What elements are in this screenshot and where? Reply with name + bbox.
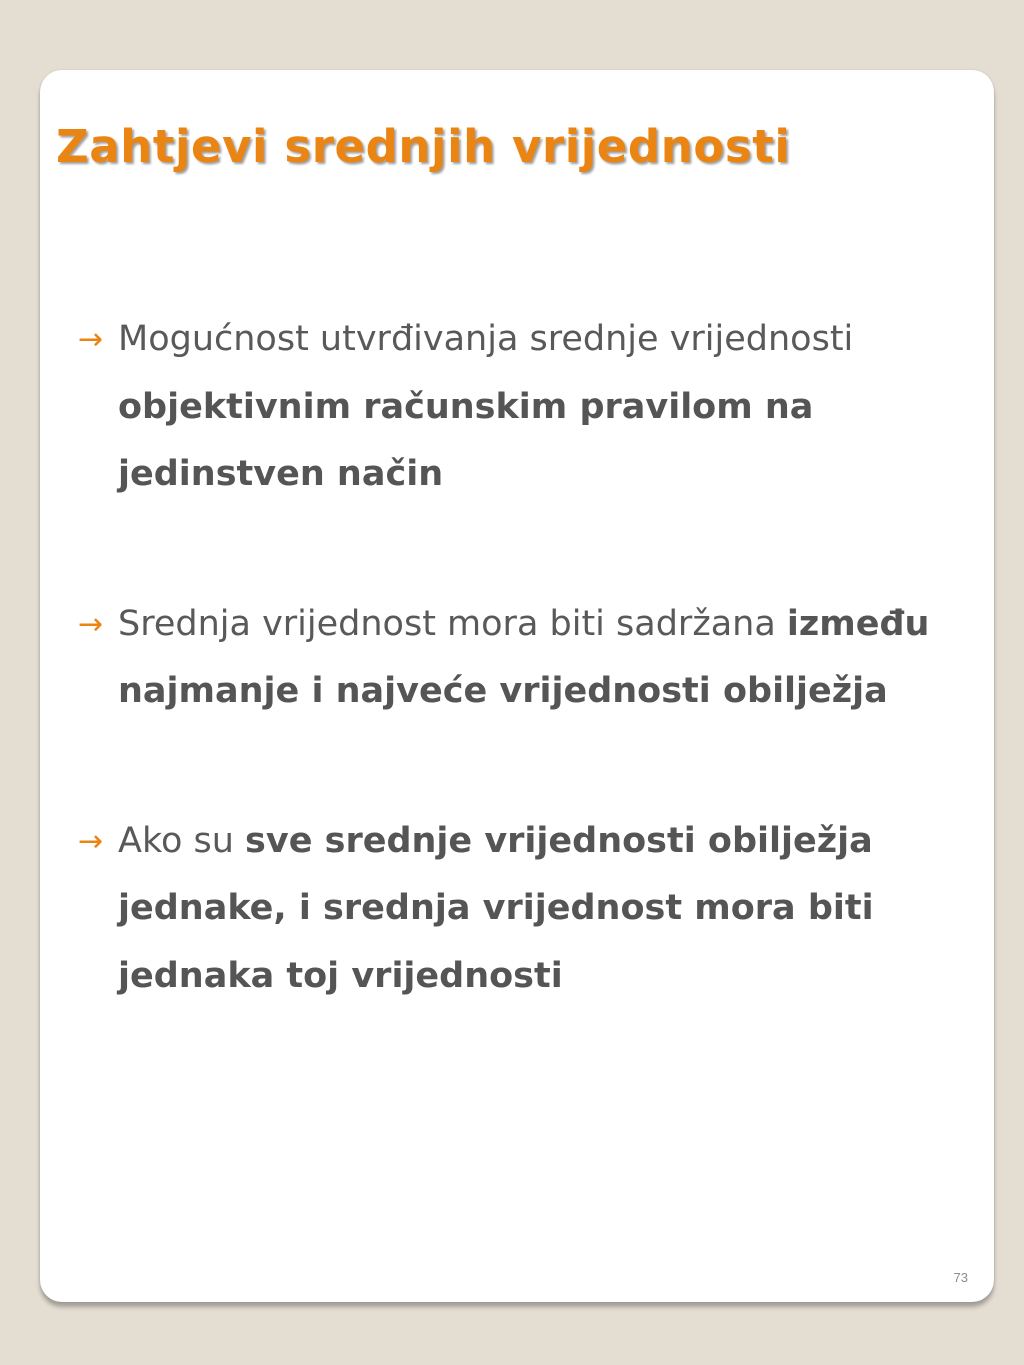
arrow-right-icon: → — [78, 606, 104, 642]
bullet-item — [78, 591, 958, 726]
arrow-right-icon: → — [78, 823, 104, 859]
bullet-bold-text: objektivnim računskim pravilom na jedinstven način — [118, 386, 814, 494]
slide — [40, 70, 994, 1302]
bullet-text: Srednja vrijednost mora biti sadržana — [118, 603, 787, 644]
bullet-text: Mogućnost utvrđivanja srednje vrijednosti — [118, 319, 854, 359]
arrow-right-icon: → — [78, 322, 104, 357]
bullet-bold-text: sve srednje vrijednosti obilježja jednake, i srednja vrijednost mora biti jednaka toj vrijednosti — [118, 820, 874, 996]
bullet-text: Ako su — [118, 820, 246, 861]
page-number: 73 — [953, 1270, 968, 1285]
bullet-bold-text: između najmanje i najveće vrijednosti obilježja — [118, 603, 930, 711]
bullet-item — [78, 808, 958, 1011]
slide-title: Zahtjevi srednjih vrijednosti — [56, 120, 791, 173]
bullet-list — [78, 306, 958, 1092]
bullet-item — [78, 306, 958, 509]
